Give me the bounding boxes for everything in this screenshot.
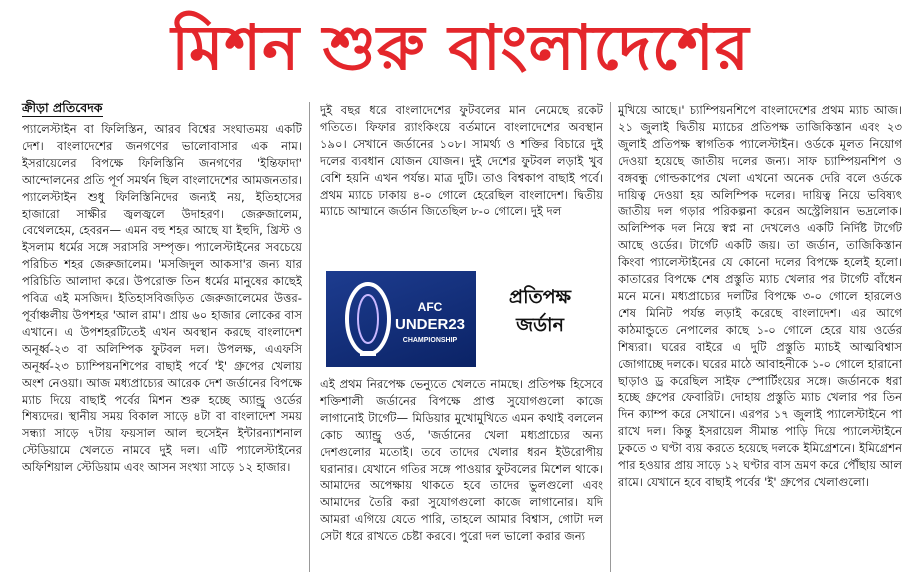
byline-text: ক্রীড়া প্রতিবেদক <box>22 100 103 115</box>
article-paragraph: প্যালেস্টাইন বা ফিলিস্তিন, আরব বিশ্বের সংঘাতময় একটি দেশ। বাংলাদেশের জনগণের ভালোবাসার এক নাম। ইসরায়েলের বিপক্ষে ফিলিস্তিনি জনগণের 'ইন্তিফাদা' আন্দোলনের প্রতি পূর্ণ সমর্থন ছিল বাংলাদেশের আমজনতার। প্যালেস্টাইন শুধু ফিলিস্তিনিদের জন্যই নয়, ইতিহাসের হাজারো সাক্ষীর জ্বলজ্বলে উদাহরণ। জেরুজালেম, বেথেলহেম, হেবরন— এমন বহু শহর আছে যা ইহুদি, খ্রিস্ট ও ইসলাম ধর্মের সঙ্গে সরাসরি সম্পৃক্ত। প্যালেস্টাইনের সবচেয়ে পরিচিত শহর জেরুজালেম। 'মসজিদুল আকসা'র জন্য যার পরিচিতি আলাদা করে। উপরোক্ত তিন ধর্মের মানুষের কাছেই পবিত্র এই মসজিদ। ইতিহাসবিজড়িত জেরুজালেমের উত্তর-পূর্বাঞ্চলীয় উপশহর 'আল রাম'। প্রায় ৬০ হাজার লোকের বাস এখানে। এ উপশহরটিতেই এখন অবস্থান করছে বাংলাদেশ অনূর্ধ্ব-২৩ বা অলিম্পিক ফুটবল দল। উপলক্ষ, এএফসি অনূর্ধ্ব-২৩ চ্যাম্পিয়নশিপের বাছাই পর্বে 'ই' গ্রুপের খেলায় অংশ নেওয়া। আজ মধ্যপ্রাচ্যের আরেক দেশ জর্ডানের বিপক্ষে ম্যাচ দিয়ে বাছাই পর্বের মিশন শুরু হচ্ছে অ্যান্ড্রু ওর্ডের শিষ্যদের। স্থানীয় সময় বিকাল সাড়ে ৪টা বা বাংলাদেশ সময় সন্ধ্যা সাড়ে ৭টায় ফয়সাল আল হুসেইন ইন্টারন্যাশনাল স্টেডিয়ামে খেলতে নামবে দুই দল। এটি প্যালেস্টাইনের অফিশিয়াল স্টেডিয়াম এবং আসন সংখ্যা সাড়ে ১২ হাজার। <box>22 122 302 475</box>
article-column-2-top <box>320 102 603 252</box>
opponent-name: জর্ডান <box>516 314 564 336</box>
article-paragraph: মুখিয়ে আছে।' চ্যাম্পিয়নশিপে বাংলাদেশের প্রথম ম্যাচ আজ। ২১ জুলাই দ্বিতীয় ম্যাচের প্রতিপক্ষ তাজিকিস্তান এবং ২৩ জুলাই প্রতিপক্ষ স্বাগতিক প্যালেস্টাইন। ওর্ডকে মূলত নিয়োগ দেওয়া হয়েছে জাতীয় দলের জন্য। সাফ চ্যাম্পিয়নশিপ ও বঙ্গবন্ধু গোল্ডকাপের খেলা এখনো অনেক দেরি বলে ওর্ডকে দায়িত্ব দেওয়া হয় অলিম্পিক দলের। দায়িত্ব নিয়ে ভবিষ্যৎ জাতীয় দল গড়ার পরিকল্পনা করেন অস্ট্রেলিয়ান ভদ্রলোক। অলিম্পিক দল নিয়ে স্বপ্ন না দেখলেও একটি নির্দিষ্ট টার্গেট আছে ওর্ডের। টার্গেট একটি জয়। তা জর্ডান, তাজিকিস্তান কিংবা প্যালেস্টাইনের যে কোনো দলের বিপক্ষে হলেই হলো। কাতারের বিপক্ষে শেষ প্রস্তুতি ম্যাচ খেলার পর টার্গেট বাঁধেন মনে মনে। মধ্যপ্রাচ্যের দলটির বিপক্ষে ৩-০ গোলে হারলেও শেষ মিনিট পর্যন্ত লড়াই করেছে বাংলাদেশ। এর আগে কাঠমান্ডুতে নেপালের কাছে ১-০ গোলে হেরে যায় ওর্ডের শিষ্যরা। ঘরের বাইরে এ দুটি প্রস্তুতি ম্যাচই আত্মবিশ্বাস জোগাচ্ছে দলকে। ঘরের মাঠে আবাহনীকে ১-০ গোলে হারানো ছাড়াও ড্র করেছিল সাইফ স্পোর্টিংয়ের সঙ্গে। জর্ডানকে ধরা হচ্ছে গ্রুপের ফেবারিট। দোহায় প্রস্তুতি ম্যাচ খেলার পর তিন দিন ক্যাম্প করে সেখানে। এরপর ১৭ জুলাই প্যালেস্টাইনে পা রাখে দল। কিন্তু ইসরায়েল সীমান্ত পাড়ি দিয়ে প্যালেস্টাইনে ঢুকতে ৩ ঘণ্টা ব্যয় করতে হয়েছে দলকে ইমিগ্রেশনে। ইমিগ্রেশন পার হওয়ার প্রায় সাড়ে ১২ ঘণ্টার বাস ভ্রমণ করে পৌঁছায় আল রামে। যেখানে হবে বাছাই পর্বের 'ই' গ্রুপের খেলাগুলো। <box>618 103 902 489</box>
article-paragraph: দুই বছর ধরে বাংলাদেশের ফুটবলের মান নেমেছে রকেট গতিতে। ফিফার র‍্যাংকিংয়ে বর্তমানে বাংলাদেশের অবস্থান ১৯০। সেখানে জর্ডানের ১০৮। সামর্থ্য ও শক্তির বিচারে দুই দলের ব্যবধান যোজন যোজন। দুই দেশের ফুটবল লড়াই খুব বেশি হয়নি এখন পর্যন্ত। মাত্র দুটি। তাও বিশ্বকাপ বাছাই পর্বে। প্রথম ম্যাচে ঢাকায় ৪-০ গোলে হেরেছিল বাংলাদেশ। দ্বিতীয় ম্যাচে আম্মানে জর্ডান জিতেছিল ৮-০ গোলে। দুই দল <box>320 103 603 219</box>
logo-line-3: CHAMPIONSHIP <box>402 337 458 344</box>
opponent-title: প্রতিপক্ষ <box>508 286 572 308</box>
article-column-2-bottom <box>320 376 603 576</box>
column-divider <box>309 102 310 572</box>
headline <box>0 2 921 94</box>
trophy-logo-icon <box>326 271 476 367</box>
opponent-label <box>486 283 594 339</box>
logo-line-2: UNDER23 <box>394 316 466 333</box>
article-column-3 <box>618 102 902 577</box>
headline-text: মিশন শুরু বাংলাদেশের <box>171 11 750 84</box>
logo-line-1: AFC <box>417 300 443 314</box>
article-column-1 <box>22 121 302 577</box>
byline <box>22 100 292 120</box>
afc-u23-logo <box>326 271 476 367</box>
article-paragraph: এই প্রথম নিরপেক্ষ ভেন্যুতে খেলতে নামছে। প্রতিপক্ষ হিসেবে শক্তিশালী জর্ডানের বিপক্ষে প্রাপ্ত সুযোগগুলো কাজে লাগানোই টার্গেট— মিডিয়ার মুখোমুখিতে এমন কথাই বললেন কোচ অ্যান্ড্রু ওর্ড, 'জর্ডানের খেলা মধ্যপ্রাচ্যের অন্য দেশগুলোর মতোই। তবে তাদের খেলার ধরন ইউরোপীয় ঘরানার। যেখানে গতির সঙ্গে পাওয়ার ফুটবলের মিশেল থাকে। আমাদের অপেক্ষায় থাকতে হবে তাদের ভুলগুলো এবং আমাদের তৈরি করা সুযোগগুলো কাজে লাগানোর। যদি আমরা এগিয়ে যেতে পারি, তাহলে আমার বিশ্বাস, গোটা দল সেটা ধরে রাখতে চেষ্টা করবে। পুরো দল ভালো করার জন্য <box>320 377 603 544</box>
column-divider <box>610 102 611 572</box>
